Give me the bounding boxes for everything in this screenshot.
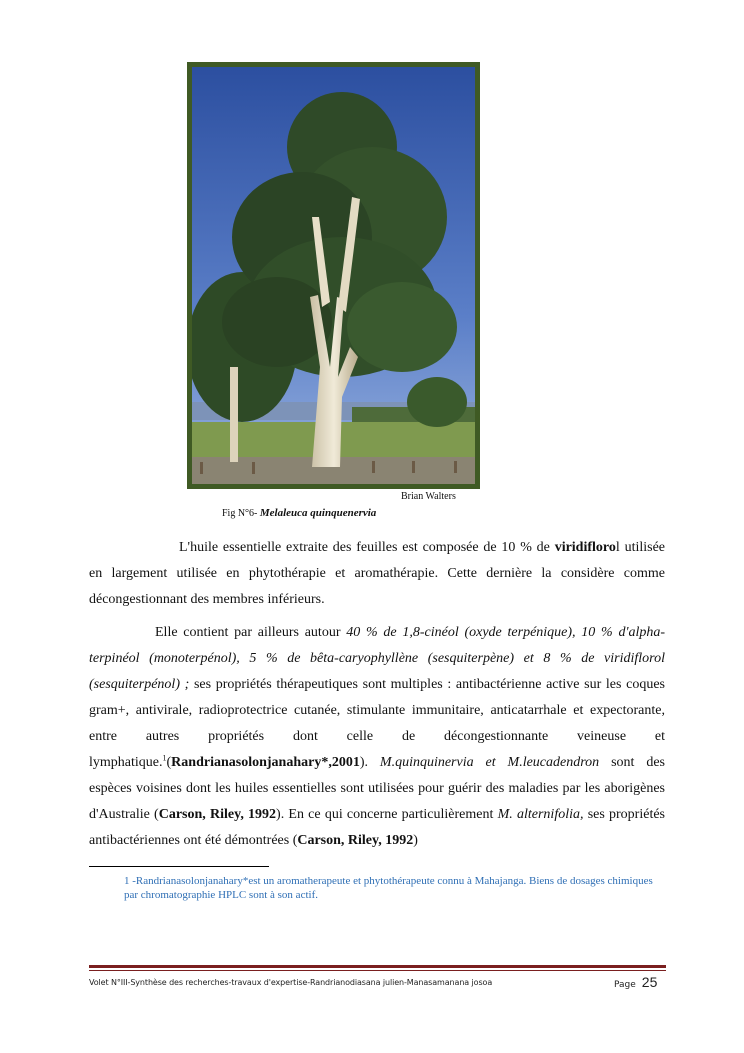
footnote-text: 1 -Randrianasolonjanahary*est un aromatherapeute et phytothérapeute connu à Mahajanga. Biens de dosages chimiques par chromatographie HPLC sont à son actif.: [124, 875, 653, 901]
text-span: Elle contient par ailleurs autour: [155, 625, 347, 640]
caption-prefix: Fig N°6-: [222, 508, 260, 519]
footer-rule-thick: [89, 965, 666, 968]
page-number: 25: [641, 974, 658, 990]
melaleuca-tree-image: [192, 67, 475, 484]
text-span: (: [166, 755, 172, 770]
text-span-italic: 40 % de 1,8-cinéol (oxyde terpénique), 10 % d'alpha-terpinéol (monoterpénol), 5 % de bêta-caryophyllène (sesquiterpène) et 8 % de viridiflorol (sesquiterpénol) ;: [89, 625, 665, 692]
text-span: ).: [359, 755, 380, 770]
footnote-reference[interactable]: 1: [162, 753, 167, 763]
tree-photo: [187, 62, 480, 489]
footnote-separator: [89, 866, 269, 867]
page-number-block: [614, 974, 657, 990]
text-span: ): [413, 833, 418, 848]
figure-caption: [222, 507, 376, 519]
text-span: L'huile essentielle extraite des feuilles est composée de 10 % de: [179, 540, 555, 555]
text-span: ). En ce qui concerne particulièrement: [276, 807, 498, 822]
caption-species: Melaleuca quinquenervia: [259, 507, 377, 519]
footer-rule-thin: [89, 970, 666, 971]
page-label: Page: [614, 980, 636, 990]
citation-bold: Randrianasolonjanahary*,2001: [171, 755, 360, 770]
citation-bold: Carson, Riley, 1992: [297, 833, 414, 848]
paragraph-composition: [89, 535, 665, 613]
text-span: sont des espèces voisines dont les huiles essentielles sont utilisées pour guérir des maladies par les aborigènes d'Australie (: [89, 755, 665, 822]
photo-credit: Brian Walters: [401, 491, 456, 502]
species-italic: M.quinquinervia et M.leucadendron: [379, 755, 600, 770]
citation-bold: Carson, Riley, 1992: [158, 807, 277, 822]
text-span: ses propriétés antibactériennes ont été démontrées (: [89, 807, 665, 848]
text-span: ses propriétés thérapeutiques sont multiples : antibactérienne active sur les coques gram+, antivirale, radioprotectrice cutanée, stimulante immunitaire, anticatarrhale et expectorante, entre autres propriétés dont celle de décongestionnante veineuse et lymphatique.: [89, 677, 665, 770]
footer-title: Volet N°III-Synthèse des recherches-travaux d'expertise-Randrianodiasana julien-Manasamanana josoa: [89, 978, 493, 987]
species-italic: M. alternifolia,: [497, 807, 584, 822]
text-span-bold: viridifloro: [554, 540, 616, 555]
text-span: l utilisée en largement utilisée en phytothérapie et aromathérapie. Cette dernière la considère comme décongestionnant des membres inférieurs.: [89, 540, 666, 607]
paragraph-properties: [89, 620, 665, 854]
